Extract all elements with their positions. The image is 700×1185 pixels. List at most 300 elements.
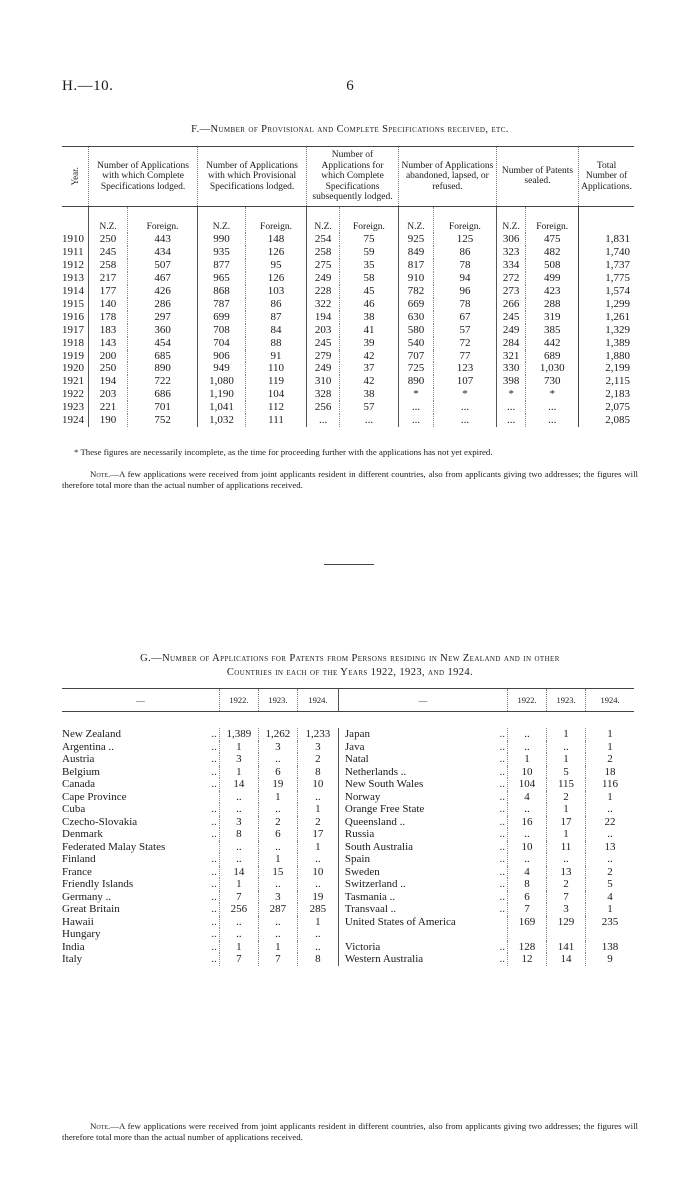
value-1923: 1: [547, 728, 586, 741]
total-cell: 2,115: [579, 375, 634, 388]
value-1924: 2: [586, 866, 635, 879]
value-cell: 258: [307, 246, 340, 259]
value-cell: 94: [434, 272, 497, 285]
country-name: Germany ..: [62, 890, 112, 903]
value-1923: 3: [258, 891, 297, 904]
year-cell: 1918: [62, 336, 84, 349]
country-name: Netherlands ..: [338, 766, 493, 779]
value-cell: 322: [307, 298, 340, 311]
leader-dots: ..: [211, 940, 217, 953]
value-cell: 707: [398, 350, 433, 363]
value-cell: 110: [245, 362, 306, 375]
value-cell: 1,080: [198, 375, 246, 388]
value-cell: 385: [526, 324, 579, 337]
value-cell: 272: [496, 272, 525, 285]
value-cell: 96: [434, 285, 497, 298]
dash-header-left: —: [62, 689, 219, 712]
value-cell: 95: [245, 259, 306, 272]
country-name: Argentina ..: [62, 740, 115, 753]
value-cell: 925: [398, 233, 433, 246]
value-1922: 4: [508, 791, 547, 804]
value-cell: 119: [245, 375, 306, 388]
value-1923: 1: [258, 853, 297, 866]
value-1922: 7: [219, 891, 258, 904]
total-header: Total Number of Applications.: [579, 147, 634, 207]
value-cell: 84: [245, 324, 306, 337]
value-1924: 1: [297, 916, 338, 929]
value-1923: 2: [547, 791, 586, 804]
country-name: Belgium: [62, 765, 100, 778]
value-1923: 19: [258, 778, 297, 791]
report-reference: H.—10.: [62, 78, 114, 94]
value-cell: 203: [307, 324, 340, 337]
value-cell: 275: [307, 259, 340, 272]
country-name: Victoria: [338, 941, 493, 954]
value-cell: 580: [398, 324, 433, 337]
leader-dots: ..: [211, 890, 217, 903]
value-1924: 13: [586, 841, 635, 854]
value-1923: 1: [547, 828, 586, 841]
country-name: Sweden: [338, 866, 493, 879]
leader-dots: ..: [211, 728, 217, 740]
leader-dots: ..: [211, 740, 217, 753]
table-row: [62, 414, 634, 427]
country-name: Natal: [338, 753, 493, 766]
year-cell: 1921: [62, 375, 84, 388]
table-row: [62, 803, 634, 816]
table-row: [62, 853, 634, 866]
value-cell: 140: [89, 298, 128, 311]
year-cell: 1911: [62, 246, 84, 259]
value-1924: 10: [297, 778, 338, 791]
value-cell: 273: [496, 285, 525, 298]
country-name: Queensland ..: [338, 816, 493, 829]
value-1924: 4: [586, 891, 635, 904]
value-1924: 2: [297, 753, 338, 766]
value-1922: ..: [219, 803, 258, 816]
leader-dots: ..: [499, 953, 505, 965]
value-cell: 86: [245, 298, 306, 311]
value-1924: 8: [297, 953, 338, 966]
total-cell: 2,183: [579, 388, 634, 401]
table-row: [62, 375, 634, 388]
value-cell: 126: [245, 246, 306, 259]
value-cell: 701: [128, 401, 198, 414]
value-cell: 965: [198, 272, 246, 285]
value-1923: ..: [547, 741, 586, 754]
year-cell: 1910: [62, 233, 84, 246]
country-name: India: [62, 940, 85, 953]
table-row: [62, 866, 634, 879]
value-1923: [547, 928, 586, 941]
value-cell: 38: [340, 388, 399, 401]
leader-dots: ..: [211, 928, 217, 940]
value-cell: 200: [89, 350, 128, 363]
country-name: Canada: [62, 778, 95, 790]
total-cell: 2,075: [579, 401, 634, 414]
value-cell: 669: [398, 298, 433, 311]
value-1924: 19: [297, 891, 338, 904]
value-1922: 7: [219, 953, 258, 966]
value-cell: *: [496, 388, 525, 401]
section-g-title: G.—Number of Applications for Patents from Persons residing in New Zealand and in other Countries in each of the Years 1922, 1923, and 1924.: [140, 653, 560, 678]
value-1924: ..: [297, 928, 338, 941]
value-1922: 10: [508, 841, 547, 854]
table-row: [62, 401, 634, 414]
value-1922: 3: [219, 753, 258, 766]
value-cell: 75: [340, 233, 399, 246]
value-cell: 126: [245, 272, 306, 285]
value-1923: 141: [547, 941, 586, 954]
value-cell: 699: [198, 311, 246, 324]
value-cell: 990: [198, 233, 246, 246]
value-1923: 1,262: [258, 728, 297, 741]
year-1923-right: 1923.: [547, 689, 586, 712]
value-1922: 1: [508, 753, 547, 766]
value-cell: 37: [340, 362, 399, 375]
value-cell: 722: [128, 375, 198, 388]
value-cell: 190: [89, 414, 128, 427]
value-cell: 906: [198, 350, 246, 363]
value-1924: 116: [586, 778, 635, 791]
value-cell: 178: [89, 311, 128, 324]
value-cell: ...: [526, 401, 579, 414]
value-1924: 235: [586, 916, 635, 929]
value-1922: 14: [219, 778, 258, 791]
leader-dots: ..: [499, 790, 505, 803]
table-row: [62, 791, 634, 804]
value-1923: 3: [547, 903, 586, 916]
value-cell: 685: [128, 350, 198, 363]
value-cell: ...: [496, 414, 525, 427]
leader-dots: ..: [211, 853, 217, 865]
country-name: South Australia: [338, 841, 493, 854]
value-cell: 256: [307, 401, 340, 414]
provisional-header: Number of Applications with which Provisional Specifications lodged.: [198, 147, 307, 207]
value-1923: 14: [547, 953, 586, 966]
country-name: Cuba: [62, 803, 86, 815]
country-name: United States of America: [338, 916, 507, 929]
value-cell: 91: [245, 350, 306, 363]
total-cell: 1,880: [579, 350, 634, 363]
value-cell: 434: [128, 246, 198, 259]
value-1924: ..: [586, 803, 635, 816]
table-row: [62, 916, 634, 929]
value-cell: 910: [398, 272, 433, 285]
country-name: Italy: [62, 953, 83, 965]
value-1922: 1: [219, 766, 258, 779]
table-row: [62, 337, 634, 350]
value-1923: ..: [547, 853, 586, 866]
value-cell: 123: [434, 362, 497, 375]
value-cell: 1,030: [526, 362, 579, 375]
table-row: [62, 259, 634, 272]
value-1924: 22: [586, 816, 635, 829]
value-cell: 57: [340, 401, 399, 414]
leader-dots: ..: [499, 728, 505, 740]
value-1922: ..: [508, 853, 547, 866]
value-cell: 245: [89, 246, 128, 259]
year-cell: 1915: [62, 297, 84, 310]
table-row: [62, 953, 634, 966]
country-name: Russia: [338, 828, 493, 841]
leader-dots: ..: [211, 865, 217, 878]
value-cell: 177: [89, 285, 128, 298]
value-cell: 88: [245, 337, 306, 350]
table-row: [62, 941, 634, 954]
value-cell: 817: [398, 259, 433, 272]
country-name: Denmark: [62, 828, 103, 840]
value-1922: 169: [508, 916, 547, 929]
value-1924: 138: [586, 941, 635, 954]
table-row: [62, 741, 634, 754]
country-name: New South Wales: [338, 778, 493, 791]
leader-dots: [204, 791, 219, 804]
value-1923: 17: [547, 816, 586, 829]
value-1924: 2: [297, 816, 338, 829]
value-1924: ..: [297, 853, 338, 866]
leader-dots: ..: [211, 878, 217, 890]
countries-table: [62, 688, 634, 966]
country-name: Western Australia: [338, 953, 493, 966]
value-cell: 467: [128, 272, 198, 285]
table-row: [62, 311, 634, 324]
value-1922: 10: [508, 766, 547, 779]
value-1922: 1,389: [219, 728, 258, 741]
leader-dots: ..: [211, 803, 217, 815]
value-cell: 103: [245, 285, 306, 298]
value-1922: 12: [508, 953, 547, 966]
value-cell: 194: [307, 311, 340, 324]
table-row: [62, 841, 634, 854]
value-cell: 286: [128, 298, 198, 311]
value-1923: 1: [547, 803, 586, 816]
year-cell: 1913: [62, 272, 84, 285]
value-cell: 443: [128, 233, 198, 246]
leader-dots: ..: [499, 803, 505, 815]
value-cell: 104: [245, 388, 306, 401]
note-f: Note.—A few applications were received from joint applicants resident in different countries, also from applicants giving two addresses; the figures will therefore total more than the actual number of applications received.: [62, 469, 638, 490]
year-cell: 1916: [62, 310, 84, 323]
year-1924-right: 1924.: [586, 689, 635, 712]
country-name: Switzerland ..: [338, 878, 493, 891]
value-1922: 14: [219, 866, 258, 879]
value-cell: 59: [340, 246, 399, 259]
year-1924-left: 1924.: [297, 689, 338, 712]
value-1924: 17: [297, 828, 338, 841]
table-row: [62, 298, 634, 311]
value-1923: 6: [258, 766, 297, 779]
value-cell: 38: [340, 311, 399, 324]
value-cell: 87: [245, 311, 306, 324]
year-1922-left: 1922.: [219, 689, 258, 712]
country-name: Federated Malay States: [62, 840, 166, 853]
table-row: [62, 324, 634, 337]
value-cell: ...: [307, 414, 340, 427]
value-cell: 306: [496, 233, 525, 246]
value-1922: 6: [508, 891, 547, 904]
value-cell: 328: [307, 388, 340, 401]
country-name: Cape Province: [62, 790, 127, 803]
year-cell: 1924: [62, 414, 84, 427]
table-row: [62, 246, 634, 259]
country-name: Japan: [338, 728, 493, 741]
value-cell: 111: [245, 414, 306, 427]
year-cell: 1920: [62, 362, 84, 375]
country-name: New Zealand: [62, 728, 121, 740]
value-1922: 3: [219, 816, 258, 829]
value-1922: 128: [508, 941, 547, 954]
value-cell: 319: [526, 311, 579, 324]
table-row: [62, 766, 634, 779]
value-cell: 323: [496, 246, 525, 259]
value-1923: 1: [258, 791, 297, 804]
value-cell: 41: [340, 324, 399, 337]
value-cell: 704: [198, 337, 246, 350]
value-1924: 1: [297, 803, 338, 816]
value-1923: 1: [258, 941, 297, 954]
value-cell: 849: [398, 246, 433, 259]
leader-dots: ..: [211, 765, 217, 778]
value-1922: ..: [219, 791, 258, 804]
complete-header: Number of Applications with which Complete Specifications lodged.: [89, 147, 198, 207]
value-cell: 949: [198, 362, 246, 375]
subheader-row: N.Z. Foreign. N.Z. Foreign. N.Z. Foreign. N.Z. Foreign. N.Z. Foreign.: [62, 206, 634, 233]
footnote: * These figures are necessarily incomplete, as the time for proceeding further with the applications has not yet expired.: [74, 447, 493, 457]
value-1922: ..: [219, 916, 258, 929]
value-1924: 1: [586, 741, 635, 754]
leader-dots: ..: [499, 853, 505, 865]
value-cell: 360: [128, 324, 198, 337]
value-1923: 11: [547, 841, 586, 854]
value-cell: ...: [496, 401, 525, 414]
value-cell: 39: [340, 337, 399, 350]
value-cell: 284: [496, 337, 525, 350]
country-name: Great Britain: [62, 903, 120, 915]
value-1923: 15: [258, 866, 297, 879]
value-cell: 630: [398, 311, 433, 324]
value-cell: 279: [307, 350, 340, 363]
value-cell: 482: [526, 246, 579, 259]
value-1922: 16: [508, 816, 547, 829]
specifications-table: [62, 146, 634, 427]
year-1923-left: 1923.: [258, 689, 297, 712]
value-1924: [586, 928, 635, 941]
abandoned-header: Number of Applications abandoned, lapsed, or refused.: [398, 147, 496, 207]
table-row: [62, 350, 634, 363]
value-1923: ..: [258, 878, 297, 891]
value-1923: 2: [258, 816, 297, 829]
value-1924: ..: [297, 791, 338, 804]
table-row: [62, 828, 634, 841]
value-cell: 725: [398, 362, 433, 375]
value-1924: ..: [297, 941, 338, 954]
value-cell: 890: [398, 375, 433, 388]
value-cell: 78: [434, 259, 497, 272]
value-cell: 77: [434, 350, 497, 363]
year-cell: 1919: [62, 349, 84, 362]
table-row: [62, 272, 634, 285]
value-1924: 1: [297, 841, 338, 854]
total-cell: 1,737: [579, 259, 634, 272]
value-1924: 8: [297, 766, 338, 779]
leader-dots: ..: [211, 903, 217, 915]
value-1923: ..: [258, 928, 297, 941]
value-cell: 1,032: [198, 414, 246, 427]
value-cell: 508: [526, 259, 579, 272]
value-cell: 183: [89, 324, 128, 337]
page-number: 6: [346, 78, 354, 94]
value-1923: ..: [258, 841, 297, 854]
leader-dots: [493, 928, 507, 941]
value-1922: ..: [508, 728, 547, 741]
total-cell: 1,831: [579, 233, 634, 246]
value-1922: ..: [508, 828, 547, 841]
value-cell: 35: [340, 259, 399, 272]
value-cell: 266: [496, 298, 525, 311]
value-cell: 442: [526, 337, 579, 350]
leader-dots: ..: [211, 828, 217, 840]
value-cell: 398: [496, 375, 525, 388]
table-row: [62, 753, 634, 766]
value-cell: 58: [340, 272, 399, 285]
leader-dots: ..: [499, 815, 505, 828]
value-1922: 256: [219, 903, 258, 916]
value-1922: 1: [219, 878, 258, 891]
leader-dots: ..: [499, 840, 505, 853]
value-cell: 877: [198, 259, 246, 272]
value-1924: 18: [586, 766, 635, 779]
value-1922: ..: [508, 803, 547, 816]
value-1922: ..: [508, 741, 547, 754]
value-cell: ...: [398, 414, 433, 427]
value-1923: ..: [258, 753, 297, 766]
value-1924: 3: [297, 741, 338, 754]
value-1922: ..: [219, 928, 258, 941]
value-cell: 787: [198, 298, 246, 311]
table-row: [62, 878, 634, 891]
sealed-header: Number of Patents sealed.: [496, 147, 578, 207]
value-cell: 46: [340, 298, 399, 311]
value-1924: ..: [586, 853, 635, 866]
value-cell: 499: [526, 272, 579, 285]
value-cell: 203: [89, 388, 128, 401]
value-1923: ..: [258, 803, 297, 816]
table-row: [62, 362, 634, 375]
value-cell: 245: [307, 337, 340, 350]
value-cell: 708: [198, 324, 246, 337]
value-1923: 115: [547, 778, 586, 791]
value-cell: 752: [128, 414, 198, 427]
total-cell: 1,299: [579, 298, 634, 311]
value-cell: 249: [496, 324, 525, 337]
year-cell: 1914: [62, 285, 84, 298]
value-cell: 86: [434, 246, 497, 259]
value-1924: 285: [297, 903, 338, 916]
value-cell: 249: [307, 362, 340, 375]
year-cell: 1922: [62, 388, 84, 401]
value-cell: 143: [89, 337, 128, 350]
value-cell: 475: [526, 233, 579, 246]
table-row: [62, 233, 634, 246]
page-header: [62, 78, 638, 98]
subsequent-header: Number of Applications for which Complete Specifications subsequently lodged.: [307, 147, 399, 207]
value-1922: ..: [219, 853, 258, 866]
value-1923: 3: [258, 741, 297, 754]
value-cell: 334: [496, 259, 525, 272]
value-cell: 423: [526, 285, 579, 298]
section-divider: [324, 564, 374, 565]
